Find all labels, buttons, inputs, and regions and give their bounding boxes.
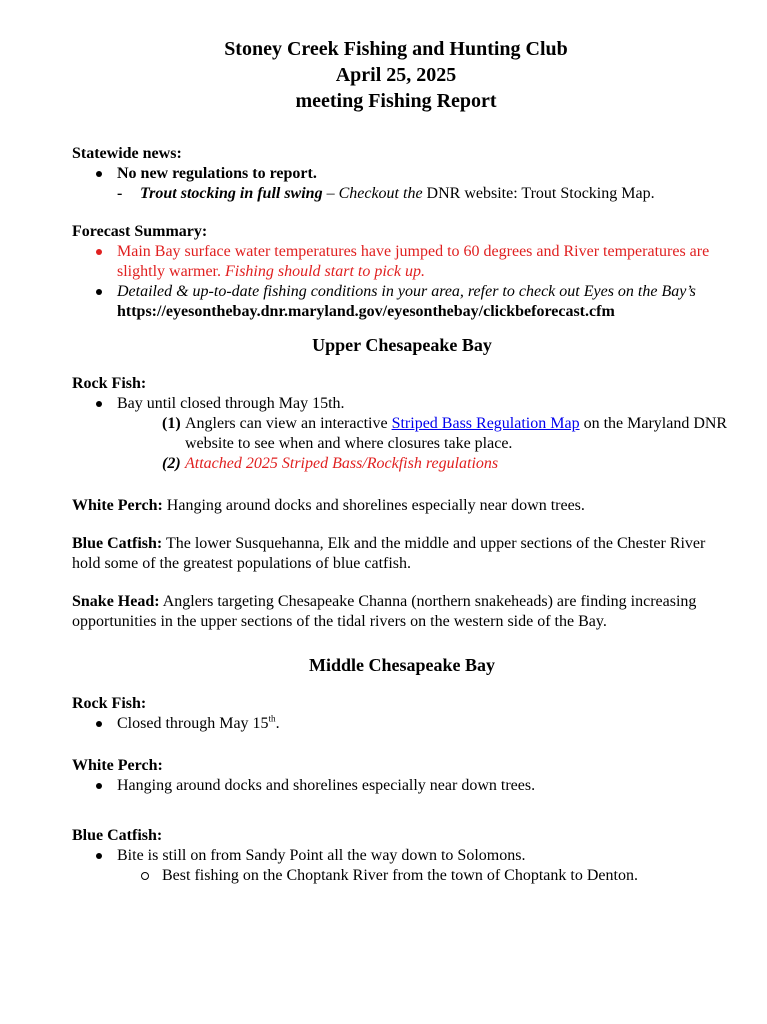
choptank-text: Best fishing on the Choptank River from the town of Choptank to Denton. [162,867,638,884]
map-post-text: on the Maryland DNR website to see when and where closures take place. [185,415,728,452]
middle-blue-catfish-list [72,846,732,866]
club-name: Stoney Creek Fishing and Hunting Club [224,38,568,60]
upper-bay-heading: Upper Chesapeake Bay [312,335,492,355]
upper-rockfish-label: Rock Fish: [72,375,147,392]
rockfish-numbered-item-2 [72,454,732,474]
period: . [275,715,280,732]
list-item: Hanging around docks and shorelines especially near down trees. [72,776,732,796]
list-item [72,242,732,282]
fishing-pickup-text: Fishing should start to pick up. [224,263,425,280]
checkout-text: – Checkout the [322,185,427,202]
ordinal-suffix: th [268,713,276,724]
eyes-on-bay-text: Detailed & up-to-date fishing conditions in your area, refer to check out Eyes on the Bay’s [117,283,696,300]
forecast-label: Forecast Summary: [72,223,208,240]
list-item: Bite is still on from Sandy Point all the way down to Solomons. [72,846,732,866]
middle-white-perch-label: White Perch: [72,757,163,774]
report-date: April 25, 2025 [335,64,457,86]
upper-snake-head [72,592,732,632]
closed-text: Closed through May 15 [117,715,269,732]
list-item [72,164,732,184]
upper-blue-catfish [72,534,732,574]
list-item [72,282,732,322]
eyes-on-bay-url: https://eyesonthebay.dnr.maryland.gov/eyesonthebay/clickbeforecast.cfm [117,303,615,320]
statewide-bullet-text: No new regulations to report. [117,165,317,182]
middle-rockfish-label: Rock Fish: [72,695,147,712]
white-perch-text: Hanging around docks and shorelines especially near down trees. [162,497,585,514]
dash-marker: - [117,185,123,202]
trout-stocking-item [72,184,732,204]
statewide-list [72,164,732,184]
upper-rockfish-list [72,394,732,414]
forecast-list [72,242,732,322]
statewide-label: Statewide news: [72,145,182,162]
list-item: Bay until closed through May 15th. [72,394,732,414]
blue-catfish-text: The lower Susquehanna, Elk and the middle and upper sections of the Chester River hold some of the greatest populations of blue catfish. [72,535,706,572]
choptank-sub-item [72,866,732,886]
document-page [72,36,732,886]
item-number: (1) [162,415,181,432]
report-subtitle: meeting Fishing Report [295,90,497,112]
striped-bass-map-link[interactable]: Striped Bass Regulation Map [391,415,580,432]
upper-white-perch [72,496,732,516]
white-perch-label: White Perch: [72,497,163,514]
trout-stocking-text: Trout stocking in full swing [140,185,323,202]
report-title [60,36,732,114]
blue-catfish-label: Blue Catfish: [72,535,163,552]
water-temp-text: Main Bay surface water temperatures have jumped to 60 degrees and River temperatures are slightly warmer. [117,243,710,280]
circle-bullet-icon [141,872,149,880]
list-item [72,714,732,734]
snake-head-text: Anglers targeting Chesapeake Channa (northern snakeheads) are finding increasing opportunities in the upper sections of the tidal rivers on the western side of the Bay. [72,593,697,630]
map-pre-text: Anglers can view an interactive [185,415,392,432]
middle-bay-heading: Middle Chesapeake Bay [308,655,495,675]
middle-white-perch-list [72,776,732,796]
middle-blue-catfish-label: Blue Catfish: [72,827,163,844]
snake-head-label: Snake Head: [72,593,160,610]
rockfish-numbered-item-1 [72,414,732,454]
attached-regulations-text: Attached 2025 Striped Bass/Rockfish regulations [185,455,499,472]
middle-rockfish-list [72,714,732,734]
dnr-website-text: DNR website: Trout Stocking Map. [426,185,655,202]
item-number: (2) [162,455,181,472]
